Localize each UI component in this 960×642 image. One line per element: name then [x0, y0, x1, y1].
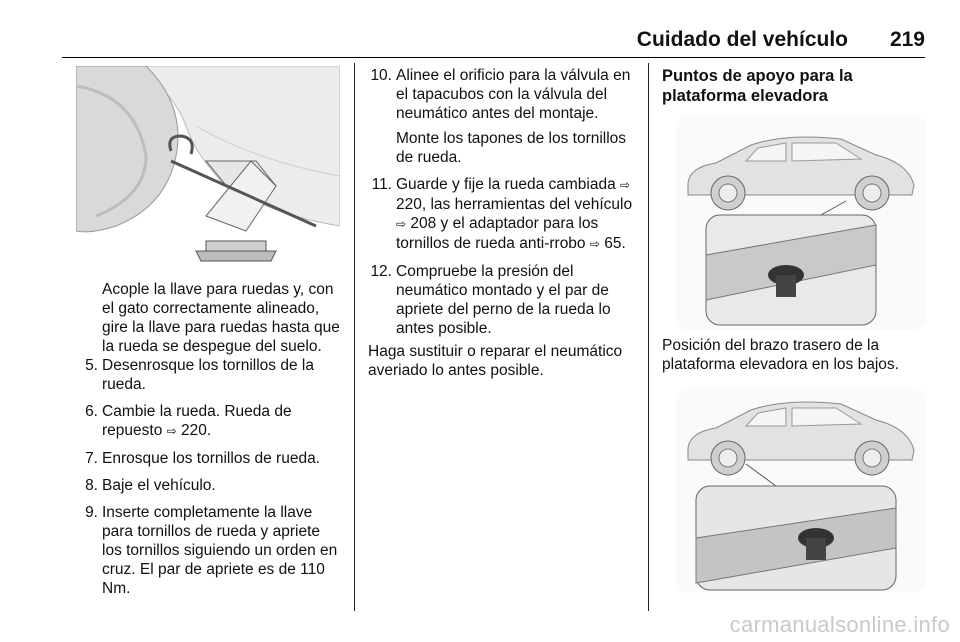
header-divider	[62, 57, 925, 58]
step-number: 12.	[370, 263, 392, 280]
step-6	[78, 402, 344, 441]
column-divider-1	[354, 63, 355, 611]
step-number: 11.	[371, 176, 392, 193]
header-title: Cuidado del vehículo	[636, 28, 848, 51]
step-text: Desenrosque los tornillos de la rueda.	[102, 357, 314, 393]
step-text-ref-a: 220, las herramientas del vehículo	[396, 196, 633, 213]
step-text: Cambie la rueda. Rueda de repuesto	[102, 403, 292, 439]
lift-point-illustration-1	[676, 115, 926, 330]
section-title: Puntos de apoyo para la plataforma elevadora	[662, 67, 853, 105]
step-number: 5.	[85, 357, 98, 374]
jack-instruction-paragraph: Acople la llave para ruedas y, con el gato correctamente alineado, gire la llave para ruedas hasta que la rueda se despegue del suelo.	[102, 281, 340, 355]
page-ref-arrow-icon: ⇨	[396, 217, 407, 231]
page-ref-arrow-icon: ⇨	[589, 237, 600, 251]
page-number: 219	[889, 28, 925, 51]
step-number: 9.	[85, 504, 98, 521]
step-text: Baje el vehículo.	[102, 477, 216, 494]
column-2	[368, 66, 636, 380]
step-number: 8.	[85, 477, 98, 494]
watermark: carmanualsonline.info	[729, 612, 950, 637]
step-text-ref-c: 65.	[604, 235, 626, 252]
step-9	[78, 503, 344, 598]
step-8	[78, 476, 344, 495]
step-10-subtext: Monte los tapones de los tornillos de rueda.	[396, 130, 627, 166]
step-text: Inserte completamente la llave para tornillos de rueda y apriete los tornillos siguiendo un orden en cruz. El par de apriete es de 110 Nm.	[102, 504, 338, 597]
steps-list-2	[368, 66, 636, 338]
column-divider-2	[648, 63, 649, 611]
column-1	[78, 268, 344, 606]
step-number: 6.	[85, 403, 98, 420]
step-5	[78, 356, 344, 394]
step-text-ref-b: 208 y el adaptador para los tornillos de rueda anti-rrobo	[396, 215, 599, 252]
column-3	[662, 66, 926, 106]
closing-paragraph: Haga sustituir o reparar el neumático averiado lo antes posible.	[368, 343, 623, 379]
jack-illustration	[76, 66, 340, 276]
page-ref-arrow-icon: ⇨	[620, 178, 631, 192]
step-11	[368, 175, 636, 254]
illustration-caption: Posición del brazo trasero de la plataforma elevadora en los bajos.	[662, 337, 899, 373]
page-ref-arrow-icon: ⇨	[166, 424, 177, 438]
step-number: 7.	[85, 450, 98, 467]
step-text: Guarde y fije la rueda cambiada	[396, 176, 616, 193]
step-7	[78, 449, 344, 468]
step-12	[368, 262, 636, 338]
step-text: Compruebe la presión del neumático montado y el par de apriete del perno de la rueda lo antes posible.	[396, 263, 611, 337]
page-ref: 220.	[181, 422, 212, 439]
lift-point-illustration-2	[676, 388, 926, 593]
step-number: 10.	[370, 67, 392, 84]
step-10	[368, 66, 636, 167]
steps-list-1	[78, 356, 344, 598]
step-text: Enrosque los tornillos de rueda.	[102, 450, 320, 467]
step-text: Alinee el orificio para la válvula en el tapacubos con la válvula del neumático antes del montaje.	[396, 67, 631, 122]
